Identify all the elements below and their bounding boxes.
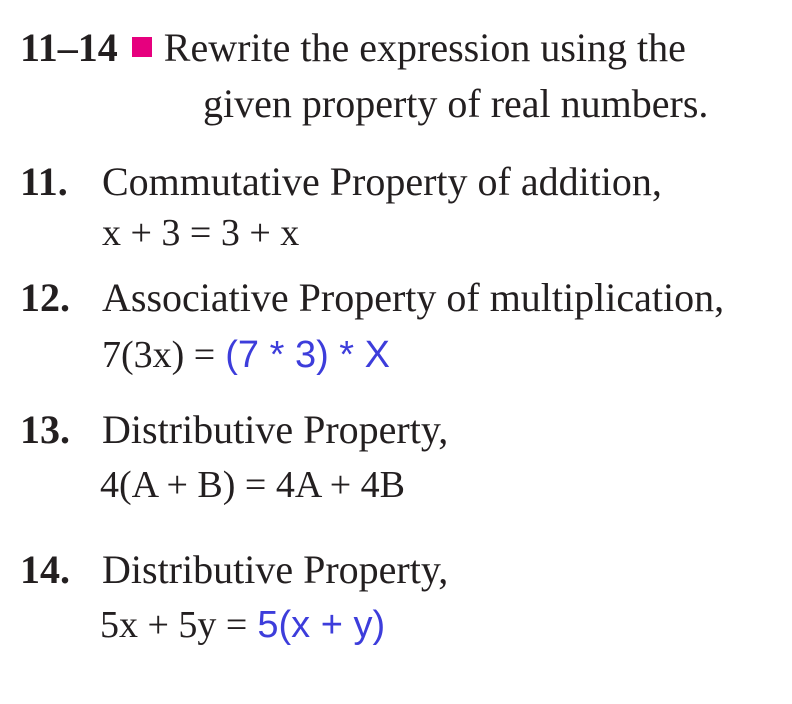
problem-14-title xyxy=(20,547,449,592)
problem-property: Associative Property of multiplication, xyxy=(102,275,725,320)
handwritten-answer: (7 * 3) * X xyxy=(225,334,390,376)
problem-number: 14. xyxy=(20,547,70,592)
problem-12-expression xyxy=(102,336,390,374)
problem-number: 12. xyxy=(20,275,70,320)
problem-property: Commutative Property of addition, xyxy=(102,159,662,204)
problem-number: 11. xyxy=(20,159,68,204)
problem-11-expression: x + 3 = 3 + x xyxy=(102,212,300,254)
problem-14-expression xyxy=(100,606,385,644)
expression-left: 5x + 5y = xyxy=(100,604,248,646)
expression-left: 7(3x) = xyxy=(102,334,216,376)
problem-13-title xyxy=(20,407,449,452)
problem-12-title xyxy=(20,275,725,320)
exercise-header xyxy=(20,25,686,70)
square-bullet-icon xyxy=(132,37,152,57)
instruction-line-2: given property of real numbers. xyxy=(203,81,709,126)
problem-property: Distributive Property, xyxy=(102,407,449,452)
problem-number: 13. xyxy=(20,407,70,452)
problem-11-title xyxy=(20,159,662,204)
exercise-range: 11–14 xyxy=(20,25,118,70)
handwritten-answer: 5(x + y) xyxy=(257,604,386,646)
problem-property: Distributive Property, xyxy=(102,547,449,592)
problem-13-expression: 4(A + B) = 4A + 4B xyxy=(100,464,405,506)
instruction-line-1: Rewrite the expression using the xyxy=(163,25,686,70)
